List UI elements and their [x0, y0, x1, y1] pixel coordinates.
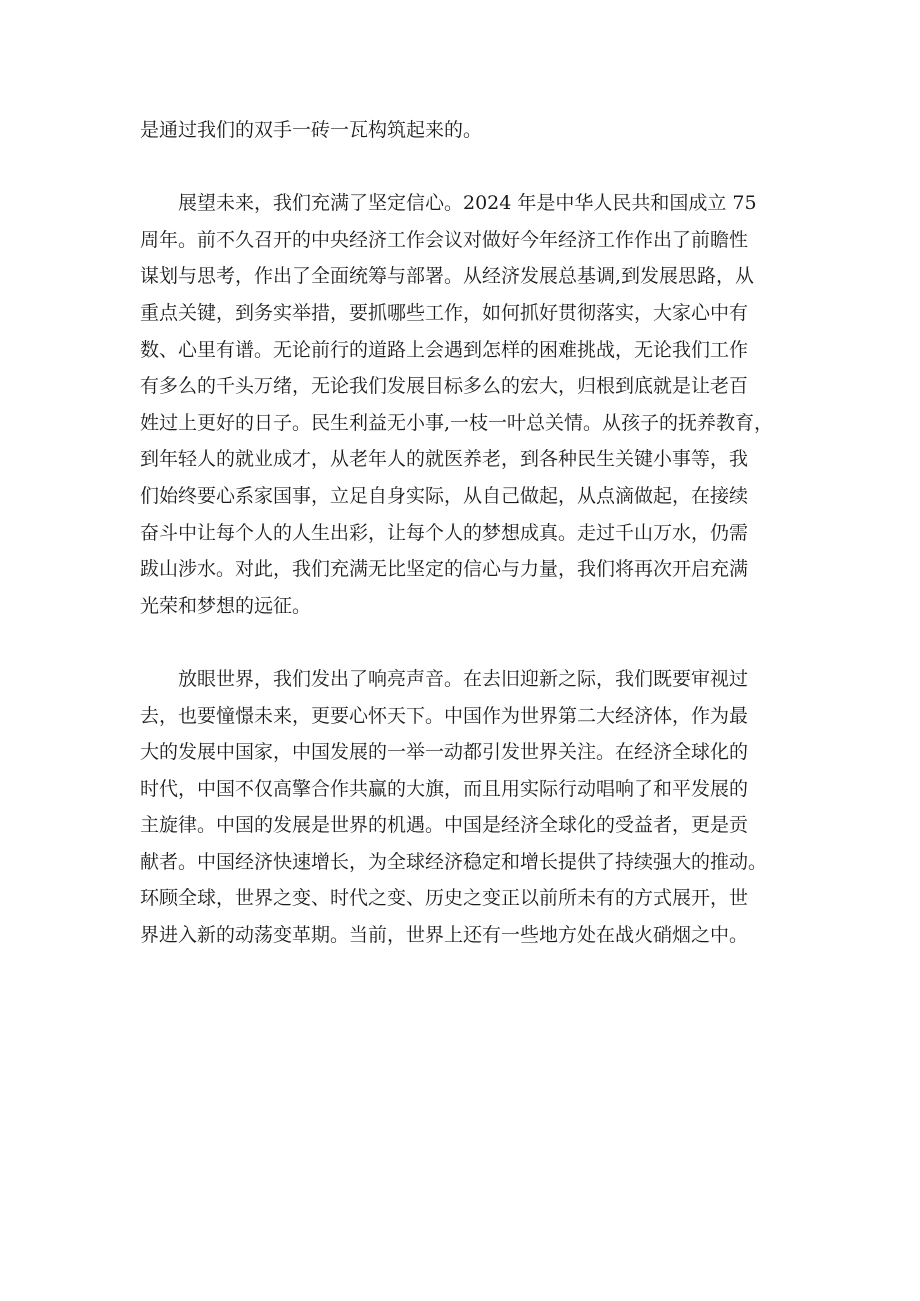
- paragraph-2-line: 数、心里有谱。无论前行的道路上会遇到怎样的困难挑战，无论我们工作: [140, 338, 749, 361]
- paragraph-gap: [140, 149, 800, 186]
- paragraph-3-line: 主旋律。中国的发展是世界的机遇。中国是经济全球化的受益者，更是贡: [140, 814, 749, 837]
- paragraph-3-line: 界进入新的动荡变革期。当前，世界上还有一些地方处在战火硝烟之中。: [140, 924, 749, 947]
- paragraph-2-line: 光荣和梦想的远征。: [140, 594, 312, 617]
- paragraph-2-line: 到年轻人的就业成才，从老年人的就医养老，到各种民生关键小事等，我: [140, 448, 749, 471]
- paragraph-2-line: 有多么的千头万绪，无论我们发展目标多么的宏大，归根到底就是让老百: [140, 375, 749, 398]
- paragraph-2-line: 展望未来，我们充满了坚定信心。2024 年是中华人民共和国成立 75: [178, 192, 757, 215]
- paragraph-gap: [140, 624, 800, 661]
- paragraph-2-line: 姓过上更好的日子。民生利益无小事,一枝一叶总关情。从孩子的抚养教育，: [140, 411, 774, 434]
- paragraph-3-line: 放眼世界，我们发出了响亮声音。在去旧迎新之际，我们既要审视过: [178, 667, 749, 690]
- document-body: [140, 112, 800, 954]
- paragraph-3-line: 献者。中国经济快速增长，为全球经济稳定和增长提供了持续强大的推动。: [140, 850, 768, 873]
- paragraph-2-line: 们始终要心系家国事，立足自身实际，从自己做起，从点滴做起，在接续: [140, 484, 749, 507]
- paragraph-1-line: 是通过我们的双手一砖一瓦构筑起来的。: [140, 119, 483, 141]
- paragraph-2-line: 谋划与思考，作出了全面统筹与部署。从经济发展总基调,到发展思路，从: [140, 265, 755, 288]
- paragraph-2-line: 跋山涉水。对此，我们充满无比坚定的信心与力量，我们将再次开启充满: [140, 558, 749, 581]
- paragraph-3-line: 大的发展中国家，中国发展的一举一动都引发世界关注。在经济全球化的: [140, 741, 749, 764]
- paragraph-3-line: 环顾全球，世界之变、时代之变、历史之变正以前所未有的方式展开，世: [140, 887, 749, 910]
- paragraph-2-line: 奋斗中让每个人的人生出彩，让每个人的梦想成真。走过千山万水，仍需: [140, 521, 749, 544]
- paragraph-2-line: 重点关键，到务实举措，要抓哪些工作，如何抓好贯彻落实，大家心中有: [140, 301, 749, 324]
- paragraph-2-line: 周年。前不久召开的中央经济工作会议对做好今年经济工作作出了前瞻性: [140, 228, 749, 251]
- paragraph-3-line: 时代，中国不仅高擎合作共赢的大旗，而且用实际行动唱响了和平发展的: [140, 777, 749, 800]
- paragraph-3-line: 去，也要憧憬未来，更要心怀天下。中国作为世界第二大经济体，作为最: [140, 704, 749, 727]
